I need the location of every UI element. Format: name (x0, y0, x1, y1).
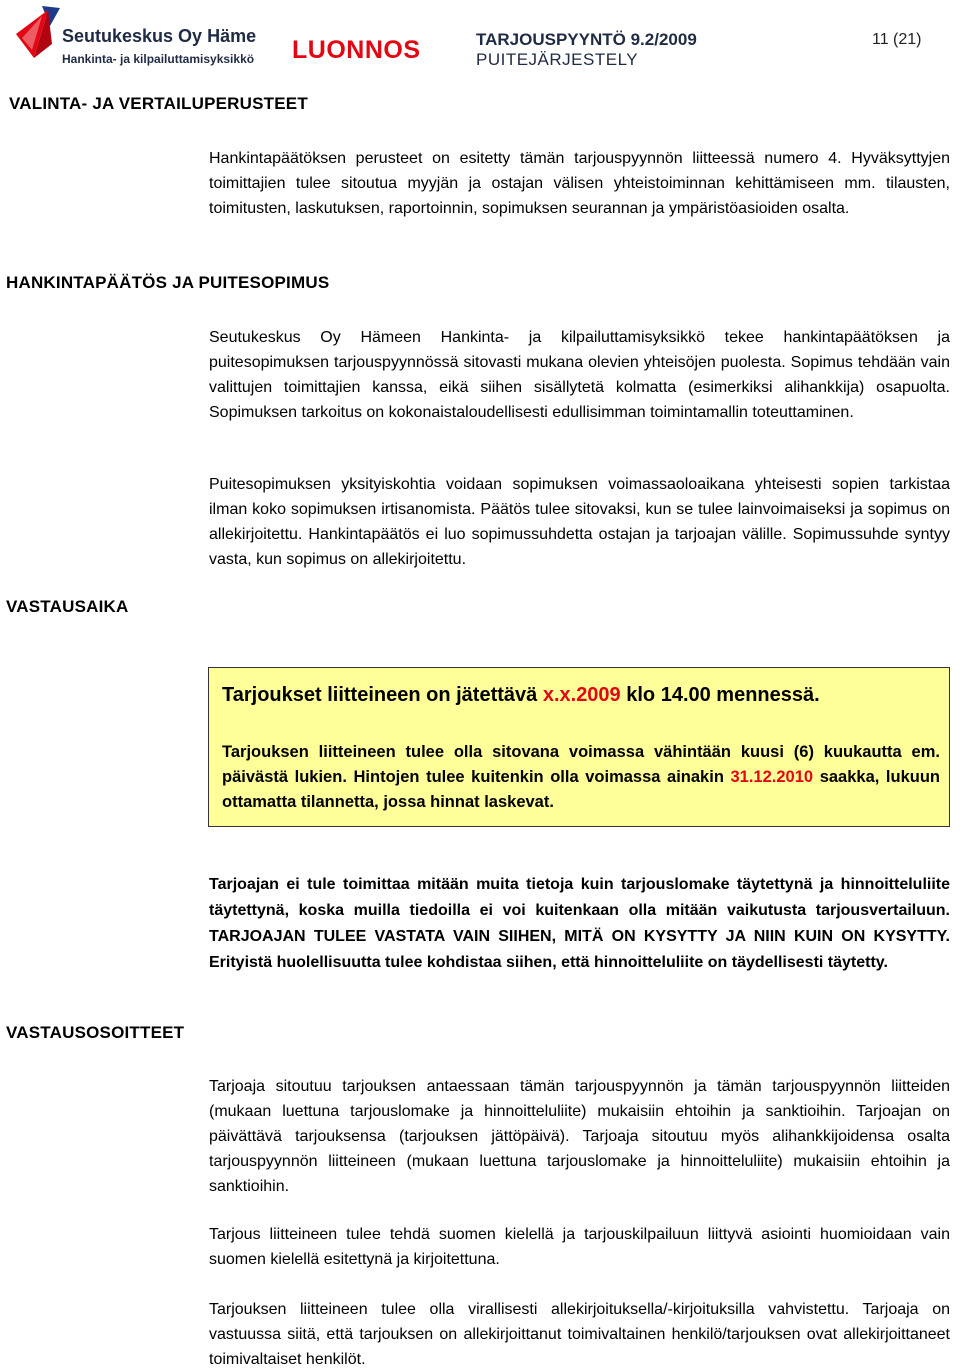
decision-heading: HANKINTAPÄÄTÖS JA PUITESOPIMUS (6, 273, 330, 292)
decision-paragraph-2: Puitesopimuksen yksityiskohtia voidaan sopimuksen voimassaoloaikana yhteisesti sopien tarkistaa ilman koko sopimuksen irtisanomista. Päätös tulee sitovaksi, kun se tulee lainvoimaiseksi ja sopimus on allekirjoitettu. Hankintapäätös ei luo sopimussuhdetta ostajan ja tarjoajan välille. Sopimussuhde syntyy vasta, kun sopimus on allekirjoitettu. (209, 476, 950, 568)
decision-paragraph-1: Seutukeskus Oy Hämeen Hankinta- ja kilpailuttamisyksikkö tekee hankintapäätöksen ja puitesopimuksen tarjouspyynnössä sitovasti mukana olevien yhteisöjen puolesta. Sopimus tehdään vain valittujen toimittajien kanssa, eikä siihen sisällytetä kolmatta (esimerkiksi alihankkija) osapuolta. Sopimuksen tarkoitus on kokonaistaloudellisesti edullisimman toimintamallin toteuttaminen. (209, 329, 950, 421)
page-number: 11 (21) (872, 31, 922, 48)
validity-date: 31.12.2010 (730, 768, 814, 786)
deadline-date: x.x.2009 (542, 684, 621, 706)
organization-unit: Hankinta- ja kilpailuttamisyksikkö (62, 52, 255, 66)
validity-statement: Tarjouksen liitteineen tulee olla sitovana voimassa vähintään kuusi (6) kuukautta em. päivästä lukien. Hintojen tulee kuitenkin olla voimassa ainakin 31.12.2010 saakka, lukuun ottamatta tilannetta, jossa hinnat laskevat. (222, 743, 941, 811)
addresses-heading: VASTAUSOSOITTEET (6, 1023, 185, 1042)
organization-logo-icon (12, 4, 62, 60)
document-title: TARJOUSPYYNTÖ 9.2/2009 (476, 30, 697, 49)
addresses-bold-paragraph: Tarjoajan ei tule toimittaa mitään muita tietoja kuin tarjouslomake täytettynä ja hinnoitteluliite täytettynä, koska muilla tiedoilla ei voi kuitenkaan olla mitään vaikutusta tarjousvertailuun. TARJOAJAN TULEE VASTATA VAIN SIIHEN, MITÄ ON KYSYTTY JA NIIN KUIN ON KYSYTTY. Erityistä huolellisuutta tulee kohdistaa siihen, että hinnoitteluliite on täydellisesti täytetty. (209, 876, 950, 971)
criteria-text: Hankintapäätöksen perusteet on esitetty tämän tarjouspyynnön liitteessä numero 4. Hyväksyttyjen toimittajien tulee sitoutua myyjän ja ostajan välisen yhteistoiminnan kehittämiseen mm. tilausten, toimitusten, laskutuksen, raportoinnin, sopimuksen seurannan ja ympäristöasioiden osalta. (209, 150, 950, 217)
deadline-statement: Tarjoukset liitteineen on jätettävä x.x.2009 klo 14.00 mennessä. (222, 684, 820, 706)
organization-name: Seutukeskus Oy Häme (62, 26, 257, 46)
document-subtitle: PUITEJÄRJESTELY (476, 50, 639, 69)
draft-label: LUONNOS (292, 36, 421, 64)
addresses-paragraph-2: Tarjous liitteineen tulee tehdä suomen kielellä ja tarjouskilpailuun liittyvä asiointi huomioidaan vain suomen kielellä esitettynä ja kirjoitettuna. (209, 1226, 950, 1268)
addresses-paragraph-1: Tarjoaja sitoutuu tarjouksen antaessaan tämän tarjouspyynnön ja tämän tarjouspyynnön liitteiden (mukaan luettuna tarjouslomake ja hinnoitteluliite) mukaisiin ehtoihin ja sanktioihin. Tarjoajan on päivättävä tarjouksensa (tarjouksen jättöpäivä). Tarjoaja sitoutuu myös alihankkijoidensa osalta tarjouspyynnön liitteineen (mukaan luettuna tarjouslomake ja hinnoitteluliite) mukaisiin ehtoihin ja sanktioihin. (209, 1078, 950, 1195)
criteria-heading: VALINTA- JA VERTAILUPERUSTEET (9, 94, 308, 113)
addresses-paragraph-3: Tarjouksen liitteineen tulee olla virallisesti allekirjoituksella/-kirjoituksilla vahvistettu. Tarjoaja on vastuussa siitä, että tarjouksen on allekirjoittanut toimivaltainen henkilö/tarjouksen ovat allekirjoittaneet toimivaltaiset henkilöt. (209, 1301, 950, 1368)
deadline-heading: VASTAUSAIKA (6, 597, 129, 616)
